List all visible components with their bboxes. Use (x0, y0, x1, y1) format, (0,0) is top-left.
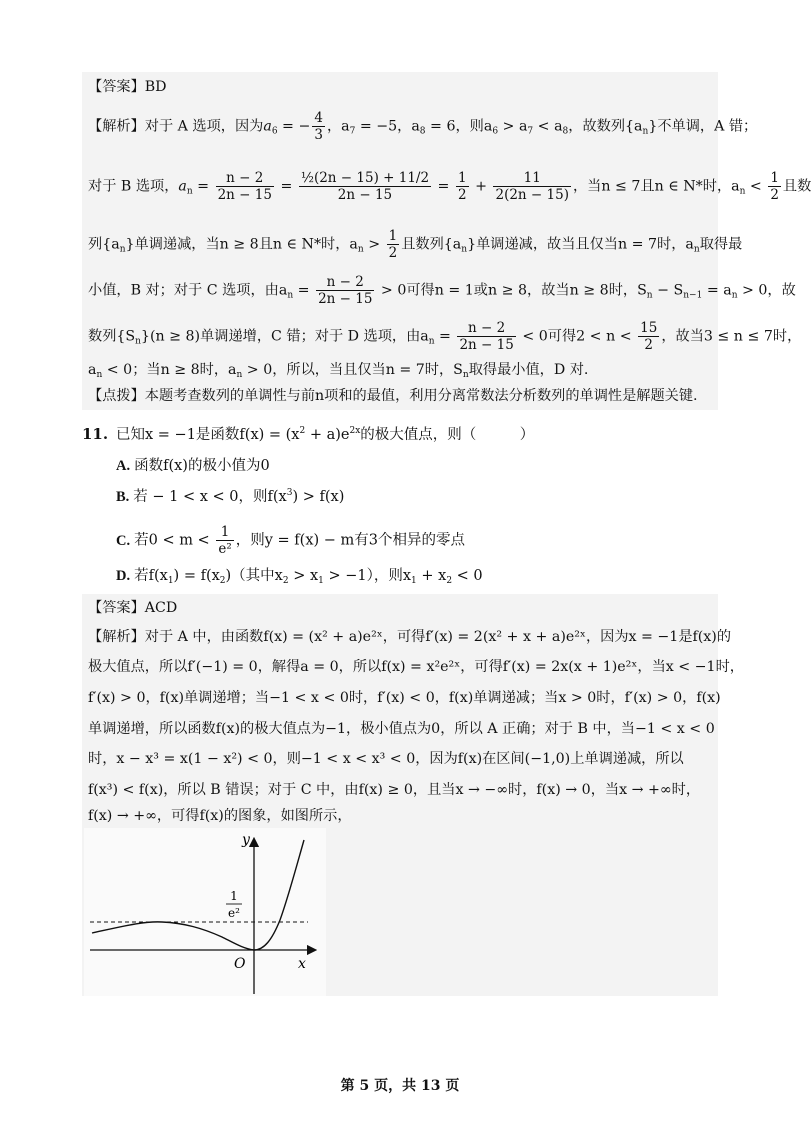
option-b[interactable]: B. 若 − 1 < x < 0，则$f(x^3) > f(x)$ (116, 488, 345, 505)
q11-analysis-line-6: f(x³) < f(x)，所以 B 错误；对于 C 中，由f(x) ≥ 0，且当x → −∞时，f(x) → 0，当x → +∞时， (88, 782, 701, 798)
q10-analysis-line-4: 小值，B 对；对于 C 选项，由$a_n$ = $\frac{n - 2}{2n - 15}$ > 0可得n = 1或n ≥ 8，故当n ≥ 8时，$S_n - S_{n-1} = a_n > 0$，故 (88, 274, 796, 307)
fraction: $\frac{\text{½(2n − 15) + 11/2}}{2n - 15}$ (300, 170, 430, 203)
q10-analysis-line-5: 数列$\{S_n\}(n \ge 8)$单调递增，C 错；对于 D 选项，由$a_n$ = $\frac{n - 2}{2n - 15}$ < 0可得2 < n < $\frac{15}{2}$ ，故当3 ≤ n ≤ 7时， (88, 320, 802, 353)
level-numerator: 1 (230, 889, 238, 903)
q11-answer: 【答案】ACD (88, 600, 178, 616)
option-d[interactable]: D. 若$f(x_1) = f(x_2)$（其中$x_2 > x_1 > -1$），则$x_1 + x_2 < 0$ (116, 568, 483, 586)
q10-analysis-line-2: 对于 B 选项，$a_n$ = $\frac{n - 2}{2n - 15}$ = $\frac{\text{½(2n − 15) + 11/2}}{2n - 15}$ = $\frac{1}{2}$ + $\frac{11}{2(2n - 15)}$ ，当n ≤ 7且n ∈ N*时，$a_n$ < $\frac{1}{2}$ 且数 (88, 170, 811, 203)
q10-analysis-line-6: $a_n < 0$；当n ≥ 8时，$a_n > 0$，所以，当且仅当n = 7时，$S_n$取得最小值，D 对. (88, 362, 589, 380)
x-axis-label: x (298, 956, 306, 972)
q11-analysis-line-1: 【解析】对于 A 中，由函数f(x) = (x² + a)e²ˣ，可得f′(x) = 2(x² + x + a)e²ˣ，因为x = −1是f(x)的 (88, 629, 732, 645)
fraction: $\frac{n - 2}{2n - 15}$ (217, 170, 272, 203)
origin-label: O (234, 956, 246, 972)
q11-stem: 已知x = −1是函数$f(x) = (x^2 + a)e^{2x}$的极大值点，则（ ） (116, 426, 535, 443)
q11-analysis-line-4: 单调递增，所以函数f(x)的极大值点为−1，极小值点为0，所以 A 正确；对于 B 中，当−1 < x < 0 (88, 721, 715, 737)
function-graph (84, 828, 326, 996)
option-a[interactable]: A. 函数f(x)的极小值为0 (116, 458, 270, 474)
fraction: $\frac{4}{3}$ (314, 110, 323, 143)
option-c[interactable]: C. 若0 < m < $\frac{1}{\text{e²}}$ ，则y = f(x) − m有3个相异的零点 (116, 524, 465, 557)
level-denominator: e² (228, 906, 240, 920)
fraction: $\frac{1}{2}$ (388, 228, 398, 261)
page-footer: 第 5 页，共 13 页 (340, 1078, 460, 1094)
q10-analysis-line-1: 【解析】对于 A 选项，因为$a_6$ = − $\frac{4}{3}$ ，$a_7 = -5$，$a_8 = 6$，则$a_6 > a_7 < a_8$，故数列$\{a_n\}$不单调，A 错； (88, 110, 758, 143)
fraction: $\frac{1}{2}$ (770, 170, 779, 203)
q11-analysis-line-2: 极大值点，所以f′(−1) = 0，解得a = 0，所以f(x) = x²e²ˣ，可得f′(x) = 2x(x + 1)e²ˣ，当x < −1时， (88, 659, 744, 675)
q11-analysis-line-7: f(x) → +∞，可得f(x)的图象，如图所示， (88, 808, 352, 824)
function-curve (92, 840, 304, 950)
q10-answer: 【答案】BD (88, 79, 167, 95)
question-number: 11. (82, 425, 109, 443)
function-graph-figure (84, 828, 326, 996)
fraction: $\frac{1}{2}$ (457, 170, 467, 203)
fraction: $\frac{n - 2}{2n - 15}$ (459, 320, 514, 353)
fraction: $\frac{11}{2(2n - 15)}$ (495, 170, 569, 203)
y-axis-label: y (242, 832, 250, 848)
fraction: $\frac{n - 2}{2n - 15}$ (318, 274, 373, 307)
q11-analysis-line-3: f′(x) > 0，f(x)单调递增；当−1 < x < 0时，f′(x) < 0，f(x)单调递减；当x > 0时，f′(x) > 0，f(x) (88, 690, 721, 706)
q11-analysis-line-5: 时，x − x³ = x(1 − x²) < 0，则−1 < x < x³ < 0，因为f(x)在区间(−1,0)上单调递减，所以 (88, 751, 684, 767)
q10-analysis-line-3: 列$\{a_n\}$单调递减，当n ≥ 8且n ∈ N*时，$a_n$ > $\frac{1}{2}$ 且数列$\{a_n\}$单调递减，故当且仅当n = 7时，$a_n$取得最 (88, 228, 743, 261)
q10-tip: 【点拨】本题考查数列的单调性与前n项和的最值，利用分离常数法分析数列的单调性是解题关键. (88, 388, 698, 404)
fraction: $\frac{15}{2}$ (640, 320, 658, 353)
fraction: $\frac{1}{\text{e²}}$ (218, 524, 232, 557)
